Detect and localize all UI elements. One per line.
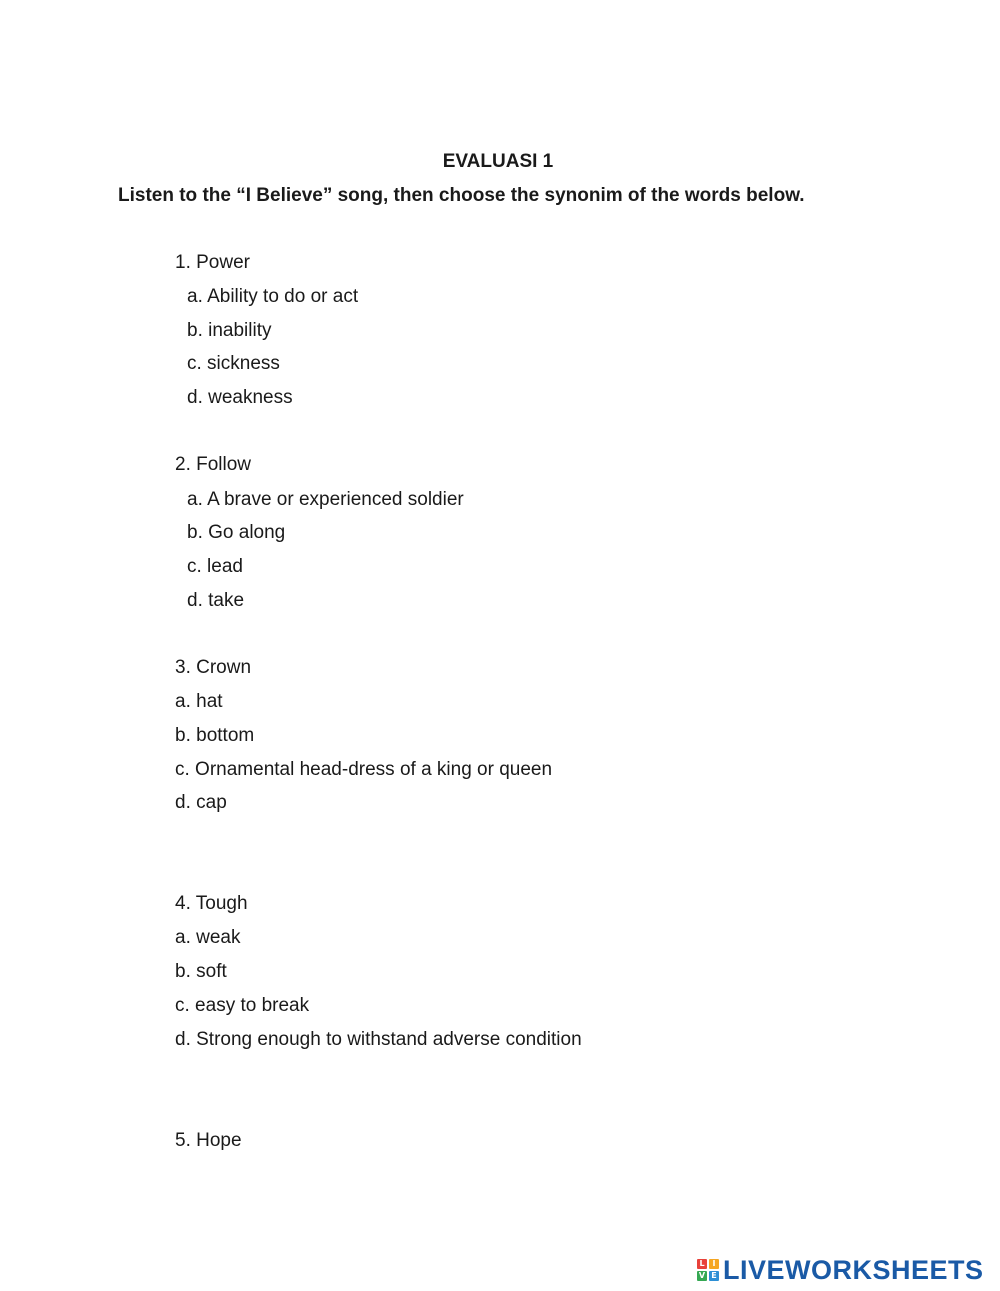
question-3-option-b: b. bottom (175, 725, 255, 746)
logo-mark-letter-e: E (709, 1271, 719, 1281)
question-5-label: 5. Hope (175, 1130, 242, 1151)
question-1-option-c: c. sickness (187, 353, 280, 374)
question-2-option-c: c. lead (187, 556, 243, 577)
question-4-label: 4. Tough (175, 893, 248, 914)
question-2-label: 2. Follow (175, 454, 252, 475)
logo-mark-letter-l: L (697, 1259, 707, 1269)
question-1-label: 1. Power (175, 252, 250, 273)
question-3-option-a: a. hat (175, 691, 223, 712)
question-4-option-c: c. easy to break (175, 995, 310, 1016)
logo-mark-icon (697, 1259, 719, 1281)
question-4-option-d: d. Strong enough to withstand adverse condition (175, 1029, 582, 1050)
question-1-option-a: a. Ability to do or act (187, 286, 359, 307)
instruction-text: Listen to the “I Believe” song, then choose the synonim of the words below. (118, 185, 805, 206)
question-1-option-b: b. inability (187, 320, 272, 341)
question-3-label: 3. Crown (175, 657, 252, 678)
logo-text: LIVEWORKSHEETS (723, 1255, 984, 1285)
question-3-option-c: c. Ornamental head-dress of a king or queen (175, 759, 553, 780)
question-3-option-d: d. cap (175, 792, 227, 813)
page-title: EVALUASI 1 (442, 151, 554, 172)
liveworksheets-logo (697, 1256, 984, 1284)
question-4-option-b: b. soft (175, 961, 227, 982)
question-2-option-b: b. Go along (187, 522, 286, 543)
logo-mark-letter-i: I (709, 1259, 719, 1269)
question-4-option-a: a. weak (175, 927, 241, 948)
question-2-option-d: d. take (187, 590, 245, 611)
logo-mark-letter-v: V (698, 1271, 706, 1280)
question-1-option-d: d. weakness (187, 387, 293, 408)
question-2-option-a: a. A brave or experienced soldier (187, 489, 464, 510)
